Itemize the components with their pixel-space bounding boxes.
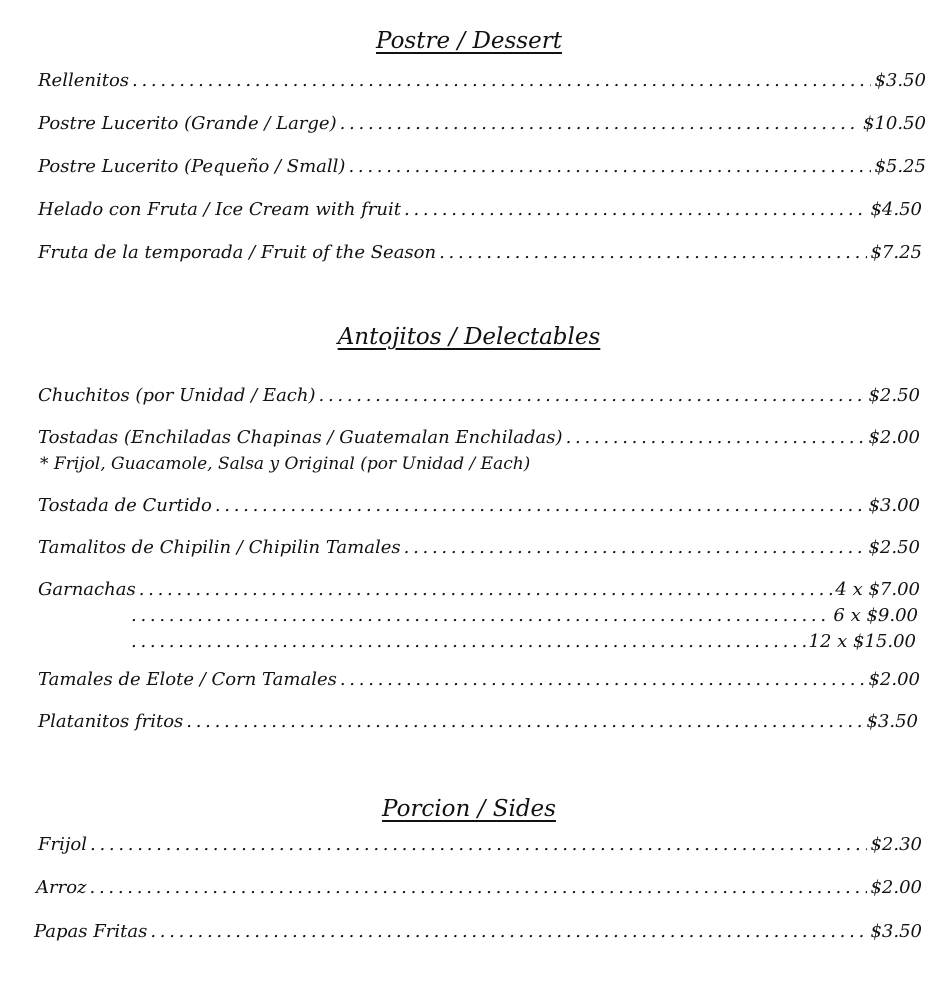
item-name: Postre Lucerito (Pequeño / Small) <box>38 156 346 177</box>
dot-leader <box>439 242 867 263</box>
item-name: Fruta de la temporada / Fruit of the Season <box>38 242 437 263</box>
item-price: $2.00 <box>870 877 922 898</box>
menu-item <box>38 711 918 732</box>
item-price: $3.50 <box>874 70 926 91</box>
menu-item <box>36 877 922 898</box>
item-name: Postre Lucerito (Grande / Large) <box>38 113 337 134</box>
dot-leader <box>215 495 866 516</box>
menu-item <box>38 385 920 406</box>
item-price: $3.00 <box>868 495 920 516</box>
item-name: Helado con Fruta / Ice Cream with fruit <box>38 199 401 220</box>
item-name: Frijol <box>38 834 88 855</box>
section-title-dessert: Postre / Dessert <box>376 28 562 54</box>
menu-item <box>38 669 920 690</box>
dot-leader <box>90 834 867 855</box>
item-price: $7.25 <box>870 242 922 263</box>
item-name: Platanitos fritos <box>38 711 184 732</box>
dot-leader <box>566 427 866 448</box>
dot-leader <box>186 711 863 732</box>
menu-item <box>38 242 922 263</box>
item-price: $10.50 <box>863 113 926 134</box>
dot-leader <box>404 199 867 220</box>
dot-leader <box>132 70 871 91</box>
menu-item <box>38 70 926 91</box>
item-price: $2.50 <box>868 537 920 558</box>
item-price: $2.30 <box>870 834 922 855</box>
item-price: 6 x $9.00 <box>833 605 918 626</box>
item-price: $5.25 <box>874 156 926 177</box>
menu-item <box>38 113 926 134</box>
item-price: $3.50 <box>866 711 918 732</box>
dot-leader <box>131 605 830 626</box>
dot-leader <box>131 631 806 652</box>
item-name: Tamalitos de Chipilin / Chipilin Tamales <box>38 537 401 558</box>
item-price: $2.00 <box>868 427 920 448</box>
menu-item <box>38 579 920 600</box>
item-name: Rellenitos <box>38 70 130 91</box>
menu-item <box>38 495 920 516</box>
dot-leader <box>340 669 866 690</box>
item-name: Tamales de Elote / Corn Tamales <box>38 669 337 690</box>
item-price: $4.50 <box>870 199 922 220</box>
item-price: $2.50 <box>868 385 920 406</box>
item-name: Garnachas <box>38 579 136 600</box>
menu-item <box>38 156 926 177</box>
menu-item <box>38 834 922 855</box>
item-price: 4 x $7.00 <box>835 579 920 600</box>
dot-leader <box>340 113 860 134</box>
dot-leader <box>404 537 866 558</box>
dot-leader <box>90 877 868 898</box>
menu-item <box>34 921 922 942</box>
item-name: Arroz <box>36 877 87 898</box>
dot-leader <box>348 156 871 177</box>
section-title-delectables: Antojitos / Delectables <box>337 324 601 350</box>
menu-item <box>38 537 920 558</box>
dot-leader <box>319 385 866 406</box>
dot-leader <box>150 921 867 942</box>
item-name: Papas Fritas <box>34 921 148 942</box>
menu-item <box>38 427 920 448</box>
item-name: Chuchitos (por Unidad / Each) <box>38 385 316 406</box>
item-name: Tostada de Curtido <box>38 495 212 516</box>
item-name: Tostadas (Enchiladas Chapinas / Guatemalan Enchiladas) <box>38 427 563 448</box>
menu-item <box>128 605 918 626</box>
item-price: 12 x $15.00 <box>808 631 916 652</box>
item-note: * Frijol, Guacamole, Salsa y Original (por Unidad / Each) <box>40 454 531 474</box>
item-price: $3.50 <box>870 921 922 942</box>
item-price: $2.00 <box>868 669 920 690</box>
dot-leader <box>139 579 833 600</box>
menu-item <box>128 631 916 652</box>
menu-item <box>38 199 922 220</box>
section-title-sides: Porcion / Sides <box>382 796 556 822</box>
